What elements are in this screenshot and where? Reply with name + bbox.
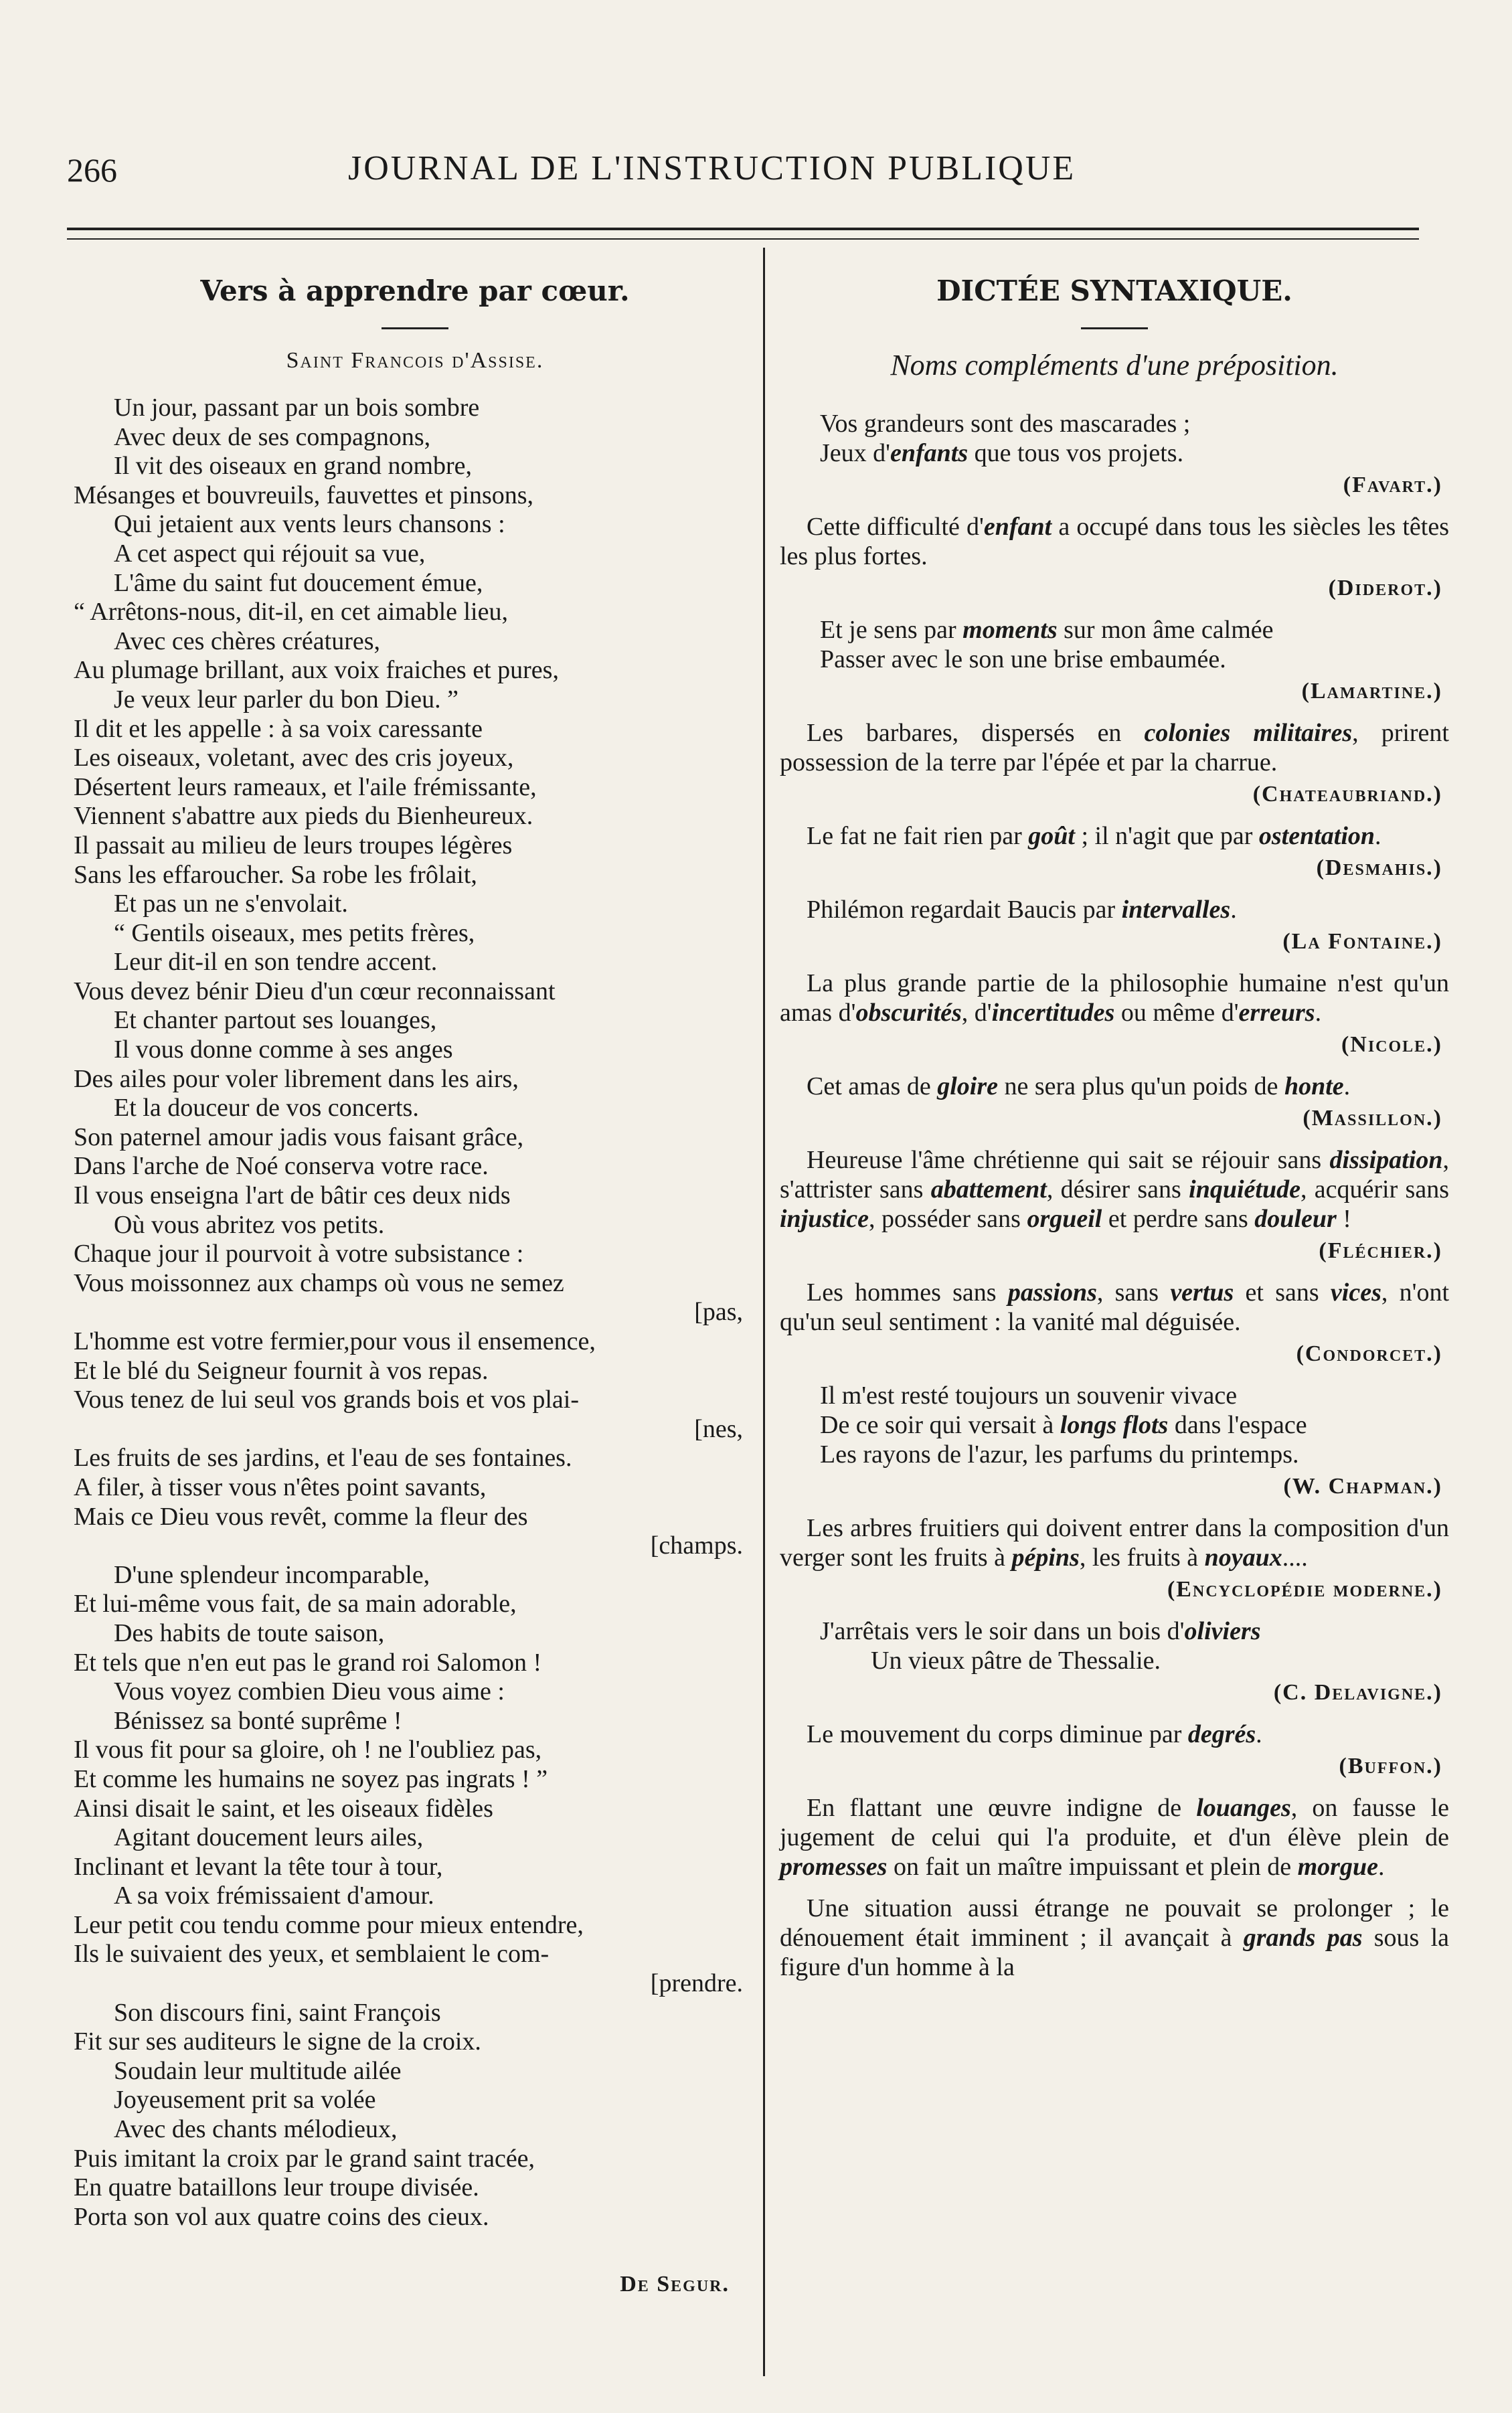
dictation-subtitle: Noms compléments d'une préposition. (890, 349, 1339, 382)
poem-line: [pas, (694, 1298, 743, 1327)
quote-block (780, 1894, 1449, 1982)
poem-line: Joyeusement prit sa volée (114, 2086, 376, 2114)
quote-text: Le fat ne fait rien par goût ; il n'agit que par ostentation. (807, 822, 1381, 850)
quote-text: Les arbres fruitiers qui doivent entrer dans la composition d'un verger sont les fruits à pépins, les fruits à noyaux.... (780, 1514, 1449, 1572)
quote-author: (Nicole.) (1341, 1032, 1442, 1057)
poem-line: Chaque jour il pourvoit à votre subsistance : (74, 1240, 524, 1268)
quote-block (780, 409, 1449, 500)
poem-line: Son discours fini, saint François (114, 1998, 441, 2027)
section-title: Vers à apprendre par cœur. (200, 274, 630, 307)
poem-line: L'âme du saint fut doucement émue, (114, 568, 483, 597)
poem-line: Au plumage brillant, aux voix fraiches et pures, (74, 656, 559, 685)
poem-line: Vous voyez combien Dieu vous aime : (114, 1677, 505, 1706)
quote-author: (W. Chapman.) (1283, 1474, 1442, 1499)
left-column (74, 261, 756, 2297)
poem-line: Je veux leur parler du bon Dieu. ” (114, 685, 458, 714)
title-rule (1081, 327, 1148, 329)
poem-line: Les oiseaux, voletant, avec des cris joyeux, (74, 744, 514, 772)
poem-line: Vous devez bénir Dieu d'un cœur reconnaissant (74, 977, 556, 1005)
quote-block (780, 718, 1449, 809)
poem-line: Puis imitant la croix par le grand saint tracée, (74, 2144, 535, 2173)
poem-line: Mais ce Dieu vous revêt, comme la fleur des (74, 1502, 528, 1531)
quote-text: Cette difficulté d'enfant a occupé dans tous les siècles les têtes les plus fortes. (780, 513, 1449, 570)
poem-line: A filer, à tisser vous n'êtes point savants, (74, 1473, 487, 1501)
quote-block (780, 969, 1449, 1060)
header-rule (67, 228, 1419, 240)
quote-text: La plus grande partie de la philosophie humaine n'est qu'un amas d'obscurités, d'incertitudes ou même d'erreurs. (780, 969, 1449, 1027)
quote-author: (Encyclopédie moderne.) (1167, 1577, 1442, 1602)
quote-block (780, 1278, 1449, 1369)
quote-author: (Buffon.) (1339, 1754, 1442, 1778)
quote-block (780, 895, 1449, 956)
quote-text: Philémon regardait Baucis par intervalles. (807, 896, 1237, 924)
poem-line: Il vous enseigna l'art de bâtir ces deux nids (74, 1181, 511, 1210)
quote-author: (Condorcet.) (1296, 1341, 1442, 1366)
poem-line: Il vit des oiseaux en grand nombre, (114, 452, 473, 481)
quote-author: (Massillon.) (1303, 1106, 1442, 1131)
poem-line: Vous tenez de lui seul vos grands bois et vos plai- (74, 1386, 579, 1414)
quote-block (780, 1072, 1449, 1133)
poem-line: Soudain leur multitude ailée (114, 2056, 402, 2085)
poem-line: Dans l'arche de Noé conserva votre race. (74, 1152, 489, 1181)
poem-line: Les fruits de ses jardins, et l'eau de ses fontaines. (74, 1444, 572, 1473)
quote-block (780, 615, 1449, 706)
quote-text: Vos grandeurs sont des mascarades ; Jeux d'enfants que tous vos projets. (820, 410, 1191, 467)
poem-line: “ Arrêtons-nous, dit-il, en cet aimable lieu, (74, 598, 508, 627)
poem-line: Qui jetaient aux vents leurs chansons : (114, 510, 505, 539)
quote-author: (Desmahis.) (1316, 855, 1442, 880)
page-number: 266 (67, 151, 117, 189)
dictation-title: DICTÉE SYNTAXIQUE. (936, 274, 1292, 307)
poem-line: A sa voix frémissaient d'amour. (114, 1882, 434, 1910)
quote-block (780, 1513, 1449, 1604)
quote-text: Une situation aussi étrange ne pouvait se prolonger ; le dénouement était imminent ; il avançait à grands pas sous la figure d'un homme à la (780, 1894, 1450, 1981)
poem-line: Son paternel amour jadis vous faisant grâce, (74, 1122, 524, 1151)
poem-line: En quatre bataillons leur troupe divisée. (74, 2173, 479, 2202)
title-rule (382, 327, 448, 329)
column-divider (763, 248, 765, 2376)
quote-author: (Chateaubriand.) (1252, 782, 1442, 807)
poem-line: Ainsi disait le saint, et les oiseaux fidèles (74, 1794, 493, 1823)
poem-line: Avec des chants mélodieux, (114, 2115, 398, 2144)
poem-line: Leur petit cou tendu comme pour mieux entendre, (74, 1910, 584, 1939)
quote-text: Cet amas de gloire ne sera plus qu'un poids de honte. (807, 1072, 1351, 1100)
poem-line: Et chanter partout ses louanges, (114, 1006, 437, 1035)
quote-block (780, 1145, 1449, 1266)
poem-line: Et tels que n'en eut pas le grand roi Salomon ! (74, 1648, 542, 1677)
poem-line: Il passait au milieu de leurs troupes légères (74, 831, 513, 859)
quote-author: (Lamartine.) (1301, 679, 1442, 703)
quote-text: Le mouvement du corps diminue par degrés. (807, 1720, 1262, 1748)
quote-block (780, 1381, 1449, 1501)
poem-line: Des habits de toute saison, (114, 1618, 385, 1647)
poem-line: Agitant doucement leurs ailes, (114, 1823, 424, 1852)
quote-block (780, 821, 1449, 883)
quote-block (780, 1720, 1449, 1781)
poem-line: Désertent leurs rameaux, et l'aile frémissante, (74, 772, 537, 801)
poem-line: Fit sur ses auditeurs le signe de la croix. (74, 2027, 481, 2056)
quote-text: Les barbares, dispersés en colonies militaires, prirent possession de la terre par l'épée et par la charrue. (780, 719, 1449, 776)
poem-line: Inclinant et levant la tête tour à tour, (74, 1852, 443, 1881)
poem-line: Il dit et les appelle : à sa voix caressante (74, 714, 483, 743)
poem-line: Avec deux de ses compagnons, (114, 422, 431, 451)
poem-line: Et la douceur de vos concerts. (114, 1094, 419, 1122)
poem-line: Leur dit-il en son tendre accent. (114, 948, 438, 977)
poem-line: Ils le suivaient des yeux, et semblaient le com- (74, 1940, 550, 1969)
poem-line: D'une splendeur incomparable, (114, 1560, 430, 1589)
poem-line: Où vous abritez vos petits. (114, 1210, 385, 1239)
quote-text: Les hommes sans passions, sans vertus et sans vices, n'ont qu'un seul sentiment : la vanité mal déguisée. (780, 1278, 1450, 1336)
poem-line: Et le blé du Seigneur fournit à vos repas. (74, 1356, 489, 1385)
poem-line: Et comme les humains ne soyez pas ingrats ! ” (74, 1764, 548, 1793)
poem-line: L'homme est votre fermier,pour vous il ensemence, (74, 1327, 596, 1355)
quote-author: (Fléchier.) (1319, 1238, 1442, 1263)
poem-line: Vous moissonnez aux champs où vous ne semez (74, 1268, 564, 1297)
poem-line: Bénissez sa bonté suprême ! (114, 1706, 402, 1735)
poem-title: Saint Francois d'Assise. (286, 348, 544, 373)
poem-line: Et pas un ne s'envolait. (114, 890, 348, 918)
running-title: JOURNAL DE L'INSTRUCTION PUBLIQUE (348, 149, 1076, 187)
quote-text: Il m'est resté toujours un souvenir vivace De ce soir qui versait à longs flots dans l'espace Les rayons de l'azur, les parfums du printemps. (820, 1382, 1307, 1469)
right-column (780, 261, 1449, 1994)
poem-line: Avec ces chères créatures, (114, 627, 381, 655)
poem-line: [prendre. (650, 1969, 743, 1998)
poem-line: Porta son vol aux quatre coins des cieux. (74, 2202, 489, 2231)
poem-line: Sans les effaroucher. Sa robe les frôlait, (74, 860, 477, 889)
quote-text: En flattant une œuvre indigne de louanges, on fausse le jugement de celui qui l'a produite, et d'un élève plein de promesses on fait un maître impuissant et plein de morgue. (780, 1794, 1449, 1881)
poem-line: Des ailes pour voler librement dans les airs, (74, 1064, 519, 1093)
poem-line: Il vous fit pour sa gloire, oh ! ne l'oubliez pas, (74, 1736, 542, 1764)
poem-line: Un jour, passant par un bois sombre (114, 394, 480, 422)
quote-author: (C. Delavigne.) (1273, 1680, 1442, 1705)
quote-text: Heureuse l'âme chrétienne qui sait se réjouir sans dissipation, s'attrister sans abattement, désirer sans inquiétude, acquérir sans injustice, posséder sans orgueil et perdre sans douleur ! (780, 1146, 1449, 1233)
quote-text: J'arrêtais vers le soir dans un bois d'oliviers Un vieux pâtre de Thessalie. (820, 1617, 1261, 1675)
quote-block (780, 512, 1449, 603)
quote-author: (Diderot.) (1328, 576, 1442, 600)
quote-author: (Favart.) (1343, 473, 1442, 497)
poem-line: Viennent s'abattre aux pieds du Bienheureux. (74, 802, 533, 831)
poem-line: [nes, (694, 1414, 743, 1443)
quote-block (780, 1616, 1449, 1708)
quote-block (780, 1793, 1449, 1882)
poem-line: Mésanges et bouvreuils, fauvettes et pinsons, (74, 481, 534, 509)
poem-line: Et lui-même vous fait, de sa main adorable, (74, 1590, 517, 1618)
quote-list (780, 409, 1449, 1982)
poem-signature: De Segur. (620, 2272, 730, 2297)
poem (74, 394, 756, 2232)
poem-line: Il vous donne comme à ses anges (114, 1035, 453, 1064)
quote-author: (La Fontaine.) (1282, 929, 1442, 954)
poem-line: [champs. (650, 1531, 743, 1560)
poem-line: “ Gentils oiseaux, mes petits frères, (114, 918, 475, 947)
quote-text: Et je sens par moments sur mon âme calmée Passer avec le son une brise embaumée. (820, 616, 1274, 673)
poem-line: A cet aspect qui réjouit sa vue, (114, 539, 426, 568)
